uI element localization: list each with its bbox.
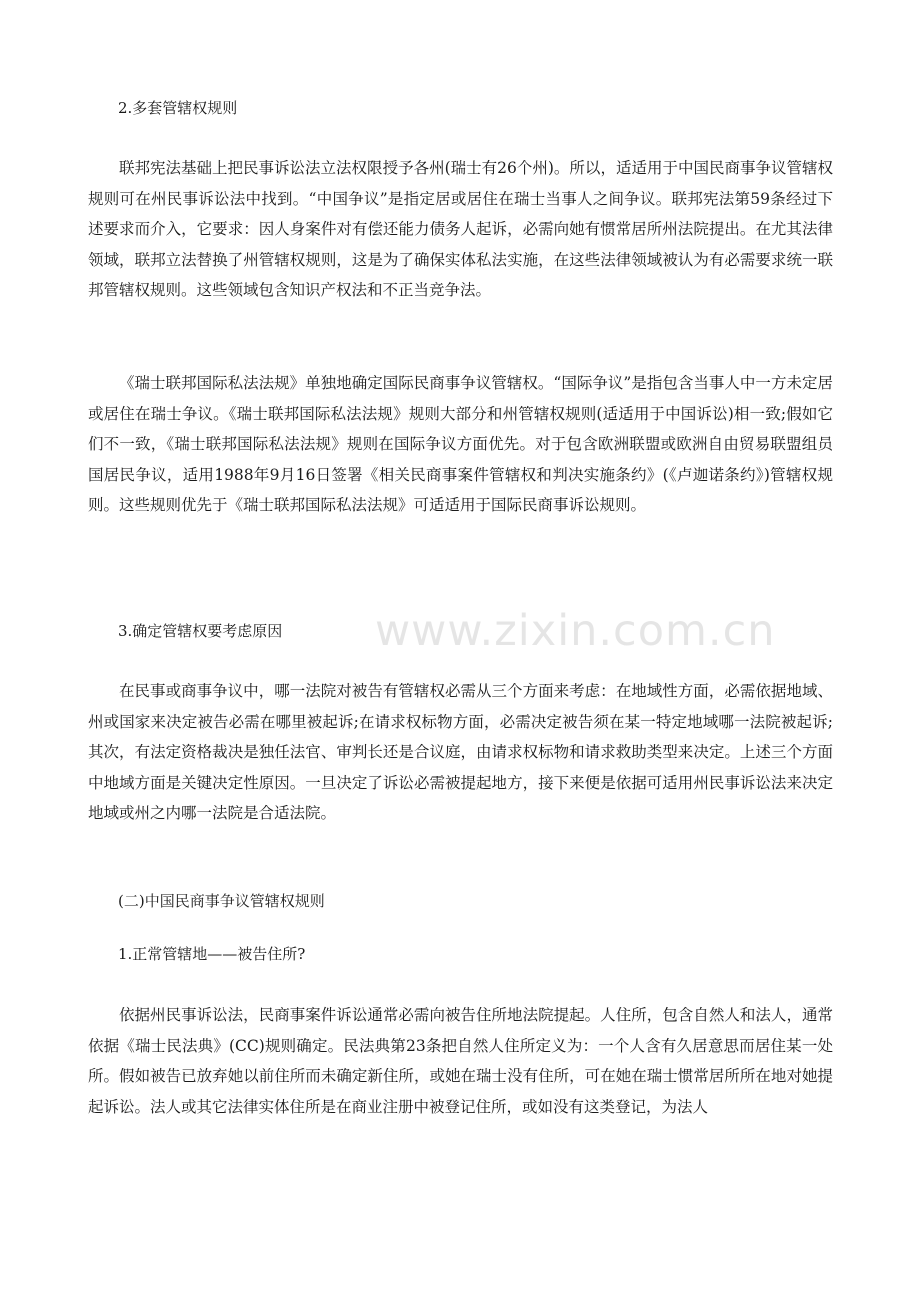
paragraph-jurisdiction-factors: 在民事或商事争议中，哪一法院对被告有管辖权必需从三个方面来考虑：在地域性方面，必需依据地域、州或国家来决定被告必需在哪里被起诉;在请求权标物方面，必需决定被告须在某一特定地域哪一法院被起诉;其次，有法定资格裁决是独任法官、审判长还是合议庭，由请求权标物和请求救助类型来决定。上述三个方面中地域方面是关键决定性原因。一旦决定了诉讼必需被提起地方，接下来便是依据可适用州民事诉讼法来决定地域或州之内哪一法院是合适法院。	[88, 682, 833, 822]
section-heading-1-domicile: 1.正常管辖地——被告住所?	[118, 945, 306, 963]
section-heading-domestic-rules: (二)中国民商事争议管辖权规则	[118, 892, 325, 910]
section-heading-2: 2.多套管辖权规则	[118, 99, 238, 117]
paragraph-defendant-domicile: 依据州民事诉讼法，民商事案件诉讼通常必需向被告住所地法院提起。人住所，包含自然人和法人，通常依据《瑞士民法典》(CC)规则确定。民法典第23条把自然人住所定义为：一个人含有久居意思而居住某一处所。假如被告已放弃她以前住所而未确定新住所，或她在瑞士没有住所，可在她在瑞士惯常居所所在地对她提起诉讼。法人或其它法律实体住所是在商业注册中被登记住所，或如没有这类登记，为法人	[88, 1006, 833, 1116]
paragraph-swiss-pil-act: 《瑞士联邦国际私法法规》单独地确定国际民商事争议管辖权。“国际争议”是指包含当事人中一方未定居或居住在瑞士争议。《瑞士联邦国际私法法规》规则大部分和州管辖权规则(适适用于中国诉讼)相一致;假如它们不一致，《瑞士联邦国际私法法规》规则在国际争议方面优先。对于包含欧洲联盟或欧洲自由贸易联盟组员国居民争议，适用1988年9月16日签署《相关民商事案件管辖权和判决实施条约》(《卢迦诺条约》)管辖权规则。这些规则优先于《瑞士联邦国际私法法规》可适适用于国际民商事诉讼规则。	[88, 374, 833, 514]
watermark: www.zixin.com.cn	[375, 606, 776, 656]
paragraph-multiple-jurisdiction-rules: 联邦宪法基础上把民事诉讼法立法权限授予各州(瑞士有26个州)。所以，适适用于中国民商事争议管辖权规则可在州民事诉讼法中找到。“中国争议”是指定居或居住在瑞士当事人之间争议。联邦宪法第59条经过下述要求而介入，它要求：因人身案件对有偿还能力债务人起诉，必需向她有惯常居所州法院提出。在尤其法律领域，联邦立法替换了州管辖权规则，这是为了确保实体私法实施，在这些法律领域被认为有必需要求统一联邦管辖权规则。这些领域包含知识产权法和不正当竞争法。	[88, 159, 833, 299]
section-heading-3: 3.确定管辖权要考虑原因	[118, 622, 283, 640]
